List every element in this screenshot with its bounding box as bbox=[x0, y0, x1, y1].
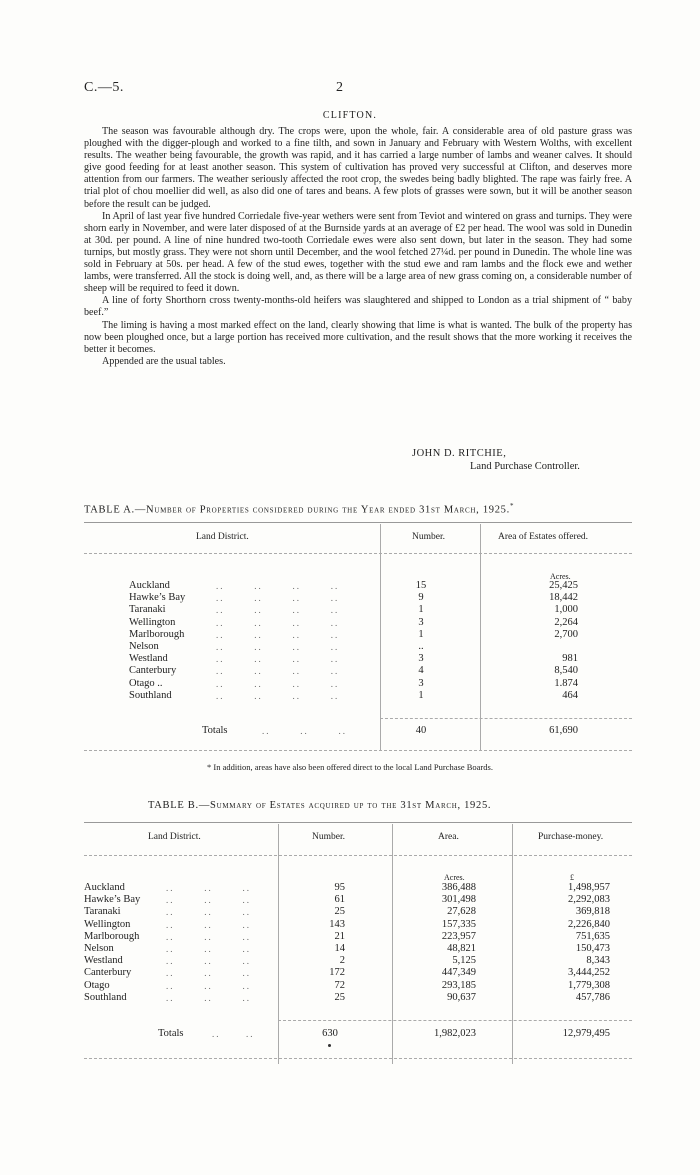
table-b-title-prefix: TABLE B.— bbox=[148, 800, 211, 811]
table-b-money: 3,444,252 bbox=[568, 967, 610, 979]
table-b-col-divider bbox=[392, 824, 393, 1064]
table-a-district: Taranaki bbox=[129, 604, 166, 616]
table-b-number: 72 bbox=[334, 979, 345, 991]
table-a-area: 981 bbox=[562, 653, 578, 665]
table-b-money: 150,473 bbox=[575, 943, 610, 954]
table-b-header-money: Purchase-money. bbox=[538, 832, 604, 842]
table-a-leader-dots: .. .. .. .. bbox=[216, 690, 340, 701]
table-a-number: 3 bbox=[418, 653, 424, 665]
table-a-district: Westland bbox=[129, 653, 168, 665]
table-a-leader-dots: .. .. .. .. bbox=[216, 642, 340, 652]
table-a-col-divider bbox=[480, 524, 481, 750]
table-a-totals-area: 61,690 bbox=[549, 725, 578, 736]
table-a-number: 1 bbox=[418, 689, 424, 701]
table-b-bottom-rule bbox=[84, 1058, 632, 1059]
signature-name: JOHN D. RITCHIE, bbox=[412, 448, 507, 459]
table-b-area: 386,488 bbox=[441, 882, 476, 893]
table-b-leader-dots: .. .. .. bbox=[166, 895, 251, 906]
table-a-leader-dots: .. .. .. .. bbox=[216, 605, 340, 616]
paragraph: A line of forty Shorthorn cross twenty-months-old heifers was slaughtered and shipped to London as a trial shipment of “ baby beef.” bbox=[84, 295, 632, 319]
table-b-money: 1,498,957 bbox=[568, 882, 610, 893]
table-a-leader-dots: .. .. .. .. bbox=[216, 581, 340, 591]
table-a-number: 15 bbox=[415, 580, 427, 591]
table-a-title bbox=[84, 502, 514, 516]
table-a-header-number: Number. bbox=[412, 532, 445, 542]
table-b-money: 2,292,083 bbox=[568, 894, 610, 906]
table-b-money: 8,343 bbox=[586, 955, 610, 967]
table-b-district: Marlborough bbox=[84, 930, 140, 942]
table-b-district: Auckland bbox=[84, 882, 125, 893]
table-b-leader-dots: .. .. bbox=[212, 1029, 255, 1039]
paragraph: Appended are the usual tables. bbox=[102, 355, 226, 367]
table-a-leader-dots: .. .. .. bbox=[262, 726, 347, 736]
table-a-header-district: Land District. bbox=[196, 532, 249, 542]
table-a-district: Hawke’s Bay bbox=[129, 592, 186, 604]
table-a-district: Canterbury bbox=[129, 665, 177, 677]
table-b-money: 751,635 bbox=[575, 930, 610, 942]
table-b-leader-dots: .. .. .. bbox=[166, 944, 251, 954]
table-a-title-caps: Number of Properties considered during the Year ended 31st March, 1925. bbox=[146, 504, 510, 516]
paragraph: In April of last year five hundred Corriedale five-year wethers were sent from Teviot and wintered on grass and turnips. They were shorn early in November, and were later disposed of at the Burnside yards at an average of £2 per head. The wool was sold in Dunedin at 30d. per pound. A line of nine hundred two-tooth Corriedale ewes were also sent down, but later in the season. They had some turnips, but mostly grass. They were not shorn until December, and the wool fetched 27¼d. per pound in Dunedin. The whole line was sold in February at 50s. per head. A few of the stud ewes, together with the stud ewe and ram lambs and the flock ewe and wether lambs, were transferred. All the stock is doing well, and, as there will be a large area of new grass coming on, a considerable number of sheep will be required to feed it down. bbox=[84, 210, 632, 295]
table-a-area-units: Acres. bbox=[550, 572, 571, 581]
table-b-area: 5,125 bbox=[452, 955, 476, 967]
table-a-number: .. bbox=[418, 641, 424, 652]
table-a-number: 3 bbox=[418, 677, 424, 689]
table-b-district: Taranaki bbox=[84, 906, 121, 918]
table-b-money-units: £ bbox=[570, 873, 574, 882]
footnote-marker: * bbox=[509, 502, 515, 510]
table-a-district: Auckland bbox=[129, 580, 170, 591]
table-a-totals-number: 40 bbox=[415, 725, 427, 736]
table-b-leader-dots: .. .. .. bbox=[166, 992, 251, 1003]
table-b-district: Canterbury bbox=[84, 967, 132, 979]
table-b-leader-dots: .. .. .. bbox=[166, 931, 251, 942]
table-a-number: 3 bbox=[418, 616, 424, 628]
table-a-district: Marlborough bbox=[129, 628, 185, 640]
table-b-title bbox=[148, 800, 491, 811]
table-a-district: Wellington bbox=[129, 616, 176, 628]
table-b-header-rule bbox=[84, 855, 632, 856]
table-b-totals-area: 1,982,023 bbox=[434, 1028, 476, 1039]
table-b-area: 157,335 bbox=[441, 918, 476, 930]
table-a-number: 9 bbox=[418, 592, 424, 604]
table-b-totals-number: 630 bbox=[322, 1028, 338, 1039]
table-a-district: Otago .. bbox=[129, 677, 163, 689]
table-b-area: 27,628 bbox=[447, 906, 476, 918]
table-b-area: 48,821 bbox=[447, 943, 476, 954]
table-b-district: Wellington bbox=[84, 918, 131, 930]
table-a-totals-rule bbox=[380, 718, 632, 719]
table-b-area: 447,349 bbox=[441, 967, 476, 979]
table-b-number: 21 bbox=[334, 930, 345, 942]
table-a-number: 4 bbox=[418, 665, 424, 677]
table-a-header-area: Area of Estates offered. bbox=[498, 532, 589, 542]
table-b-totals-rule bbox=[278, 1020, 632, 1021]
table-b-title-caps: Summary of Estates acquired up to the 31st March, 1925. bbox=[210, 800, 492, 811]
table-b-leader-dots: .. .. .. bbox=[166, 980, 251, 991]
table-a-district: Nelson bbox=[129, 641, 159, 652]
table-b-number: 143 bbox=[329, 918, 345, 930]
document-reference: C.—5. bbox=[84, 80, 124, 95]
table-b-leader-dots: .. .. .. bbox=[166, 907, 251, 918]
table-a-totals-label: Totals bbox=[202, 725, 228, 736]
table-a-area: 8,540 bbox=[554, 665, 578, 677]
table-b-district: Southland bbox=[84, 991, 127, 1003]
table-a-district: Southland bbox=[129, 689, 172, 701]
table-b-area: 223,957 bbox=[441, 930, 476, 942]
table-b-money: 1,779,308 bbox=[568, 979, 610, 991]
table-a-area: 2,700 bbox=[554, 628, 578, 640]
table-b-number: 61 bbox=[334, 894, 345, 906]
table-b-totals-label: Totals bbox=[158, 1028, 184, 1039]
table-a-number: 1 bbox=[418, 604, 424, 616]
table-a-footnote: * In addition, areas have also been offered direct to the local Land Purchase Boards. bbox=[207, 762, 493, 772]
table-b-leader-dots: .. .. .. bbox=[166, 883, 251, 893]
table-b-district: Nelson bbox=[84, 943, 114, 954]
table-b-number: 25 bbox=[334, 991, 345, 1003]
table-b-area: 301,498 bbox=[441, 894, 476, 906]
table-a-area: 1.874 bbox=[554, 677, 578, 689]
table-a-title-prefix: TABLE A.— bbox=[84, 504, 147, 516]
section-title: CLIFTON. bbox=[322, 110, 378, 121]
table-a-area: 464 bbox=[562, 689, 578, 701]
table-b-number: 2 bbox=[339, 955, 345, 967]
table-b-leader-dots: .. .. .. bbox=[166, 956, 251, 967]
table-b-money: 2,226,840 bbox=[568, 918, 610, 930]
page-number: 2 bbox=[336, 80, 343, 95]
table-b-leader-dots: .. .. .. bbox=[166, 919, 251, 930]
table-a-leader-dots: .. .. .. .. bbox=[216, 593, 340, 604]
table-b-number: 25 bbox=[334, 906, 345, 918]
table-a-area: 25,425 bbox=[549, 580, 578, 591]
table-a-leader-dots: .. .. .. .. bbox=[216, 654, 340, 665]
table-a-bottom-rule bbox=[84, 750, 632, 751]
table-b-area: 293,185 bbox=[441, 979, 476, 991]
table-b-district: Westland bbox=[84, 955, 123, 967]
table-b-district: Hawke’s Bay bbox=[84, 894, 141, 906]
table-b-totals-money: 12,979,495 bbox=[562, 1028, 610, 1039]
table-b-leader-dots: .. .. .. bbox=[166, 968, 251, 979]
table-b-col-divider bbox=[512, 824, 513, 1064]
table-a-area: 18,442 bbox=[549, 592, 578, 604]
table-b-number: 14 bbox=[334, 943, 345, 954]
report-body bbox=[84, 126, 632, 368]
table-b-top-rule bbox=[84, 822, 632, 823]
table-b-money: 457,786 bbox=[575, 991, 610, 1003]
table-a-number: 1 bbox=[418, 628, 424, 640]
table-a-area: 2,264 bbox=[554, 616, 578, 628]
table-b-col-divider bbox=[278, 824, 279, 1064]
table-b-number: 95 bbox=[334, 882, 345, 893]
table-b-header-district: Land District. bbox=[148, 832, 201, 842]
paragraph: The liming is having a most marked effect on the land, clearly showing that lime is what is wanted. The bulk of the property has now been ploughed once, but a large portion has received more cultivation, and the result shows that the more working it receives the better it becomes. bbox=[84, 319, 632, 355]
ink-dot bbox=[328, 1044, 331, 1047]
table-a-leader-dots: .. .. .. .. bbox=[216, 666, 340, 677]
table-b-money: 369,818 bbox=[575, 906, 610, 918]
table-a-leader-dots: .. .. .. .. bbox=[216, 629, 340, 640]
table-b-area-units: Acres. bbox=[444, 873, 465, 882]
table-b-number: 172 bbox=[329, 967, 345, 979]
table-b-area: 90,637 bbox=[447, 991, 476, 1003]
paragraph: The season was favourable although dry. The crops were, upon the whole, fair. A considerable area of old pasture grass was ploughed with the digger-plough and worked to a fine tilth, and sown in January and February with Western Wolths, with excellent results. The weather being favourable, the growth was rapid, and it has carried a large number of lambs and weaner calves. It should give good feeding for at least another season. This system of cultivation has proved very successful at Clifton, and deserves more attention from our farmers. The weather seriously affected the root crop, the swedes being badly blighted. The rape was fairly free. A trial plot of chou moellier did well, as also did one of tares and beans. A few plots of grasses were sown, but it will be another season before the result can be judged. bbox=[84, 126, 632, 210]
table-a-area: 1,000 bbox=[554, 604, 578, 616]
table-a-col-divider bbox=[380, 524, 381, 750]
table-b-header-area: Area. bbox=[438, 832, 459, 842]
table-a-header-rule bbox=[84, 553, 632, 554]
table-a-top-rule bbox=[84, 522, 632, 523]
table-a-leader-dots: .. .. .. .. bbox=[216, 678, 340, 689]
table-b-header-number: Number. bbox=[312, 832, 345, 842]
table-a-leader-dots: .. .. .. .. bbox=[216, 617, 340, 628]
table-b-district: Otago bbox=[84, 979, 110, 991]
signature-role: Land Purchase Controller. bbox=[470, 461, 580, 472]
